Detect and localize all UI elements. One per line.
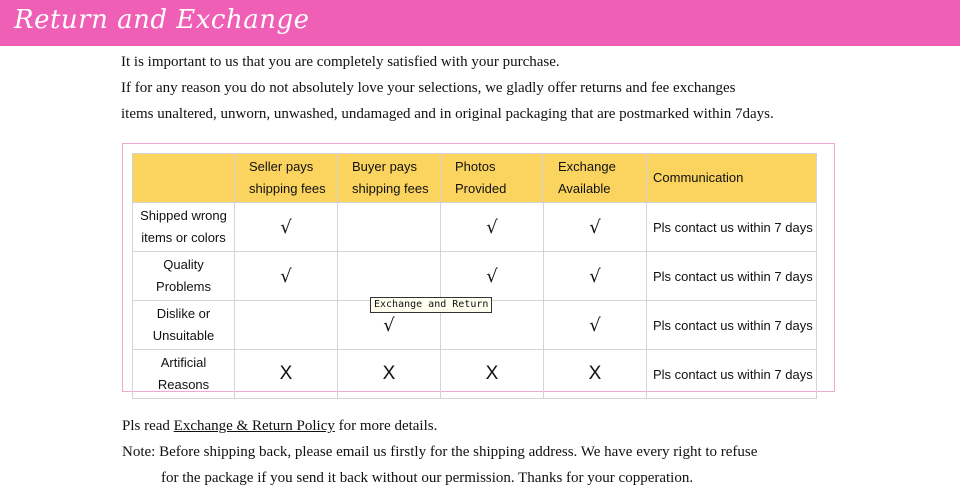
header-text: Exchange: [558, 159, 616, 174]
check-mark: √: [544, 203, 647, 252]
image-tooltip: Exchange and Return: [370, 297, 492, 313]
read-suffix: for more details.: [334, 418, 438, 434]
check-mark: √: [544, 252, 647, 301]
header-buyer-pays: [338, 154, 441, 203]
note-line: for the package if you send it back without our permission. Thanks for your copperation.: [161, 470, 694, 486]
row-label-text: Shipped wrong: [140, 208, 227, 223]
row-label-text: Quality: [163, 257, 204, 272]
table-row: [133, 350, 817, 399]
footer-notes: [122, 413, 942, 491]
header-exchange-available: [544, 154, 647, 203]
row-label-text: items or colors: [141, 230, 226, 245]
x-mark: X: [441, 350, 544, 399]
header-text: Seller pays: [249, 159, 314, 174]
header-text: Available: [558, 181, 611, 196]
row-label: [133, 203, 235, 252]
policy-line: [122, 413, 942, 439]
row-label-text: Unsuitable: [152, 328, 215, 343]
header-text: shipping fees: [352, 181, 429, 196]
empty-cell: [338, 252, 441, 301]
intro-line: If for any reason you do not absolutely love your selections, we gladly offer returns and fee exchanges: [121, 80, 736, 96]
communication-cell: Pls contact us within 7 days: [647, 350, 817, 399]
row-label-text: Problems: [156, 279, 211, 294]
check-mark: √: [235, 203, 338, 252]
x-mark: X: [544, 350, 647, 399]
empty-cell: [338, 203, 441, 252]
empty-cell: [235, 301, 338, 350]
note-line: Note: Before shipping back, please email us firstly for the shipping address. We have every right to refuse: [122, 444, 758, 460]
header-text: Communication: [653, 170, 744, 185]
read-prefix: Pls read: [122, 418, 174, 434]
check-mark: √: [235, 252, 338, 301]
x-mark: X: [235, 350, 338, 399]
table-header-row: [133, 154, 817, 203]
banner: [0, 0, 960, 46]
return-policy-table: [132, 153, 817, 399]
intro-text: [121, 49, 921, 127]
check-mark: √: [441, 203, 544, 252]
row-label-text: Dislike or: [156, 306, 211, 321]
header-photos-provided: [441, 154, 544, 203]
communication-cell: Pls contact us within 7 days: [647, 301, 817, 350]
table-row: [133, 203, 817, 252]
row-label: [133, 350, 235, 399]
banner-title: Return and Exchange: [14, 5, 310, 35]
policy-link[interactable]: Exchange & Return Policy: [173, 418, 335, 434]
row-label-text: Reasons: [157, 377, 210, 392]
check-mark: √: [338, 301, 441, 350]
x-mark: X: [338, 350, 441, 399]
intro-line: items unaltered, unworn, unwashed, undamaged and in original packaging that are postmarked within 7days.: [121, 106, 774, 122]
header-text: shipping fees: [249, 181, 326, 196]
intro-line: It is important to us that you are completely satisfied with your purchase.: [121, 54, 560, 70]
header-corner: [133, 154, 235, 203]
communication-cell: Pls contact us within 7 days: [647, 252, 817, 301]
row-label-text: Artificial: [160, 355, 207, 370]
row-label: [133, 252, 235, 301]
header-text: Buyer pays: [352, 159, 418, 174]
row-label: [133, 301, 235, 350]
header-text: Provided: [455, 181, 507, 196]
header-communication: [647, 154, 817, 203]
check-mark: √: [441, 252, 544, 301]
check-mark: √: [544, 301, 647, 350]
header-seller-pays: [235, 154, 338, 203]
header-text: Photos: [455, 159, 496, 174]
table-row: [133, 252, 817, 301]
communication-cell: Pls contact us within 7 days: [647, 203, 817, 252]
